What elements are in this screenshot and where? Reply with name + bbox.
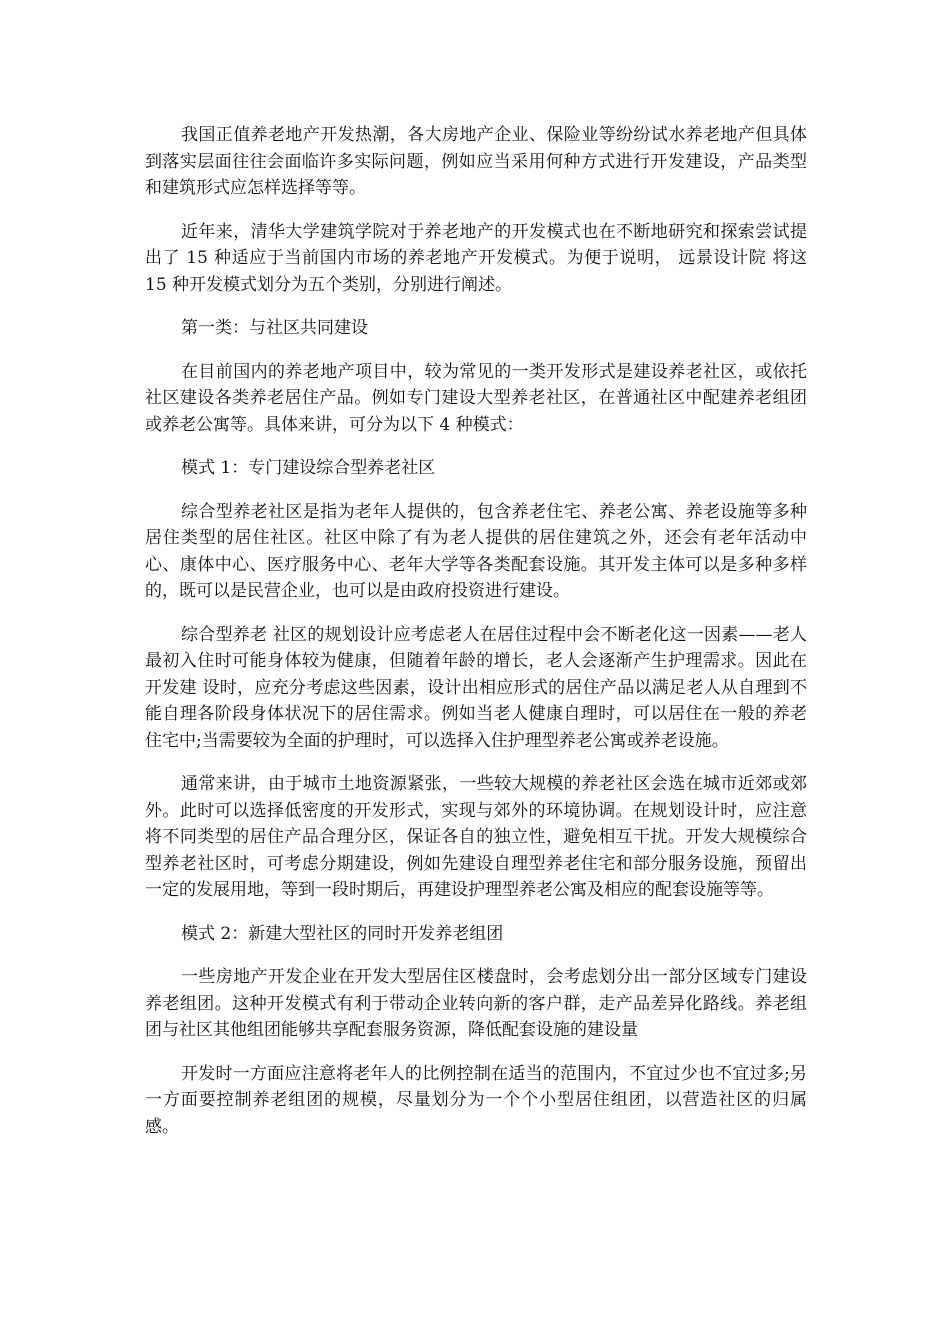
document-body <box>145 122 807 1157</box>
mode-2-intro-paragraph: 一些房地产开发企业在开发大型居住区楼盘时，会考虑划分出一部分区域专门建设养老组团。这种开发模式有利于带动企业转向新的客户群，走产品差异化路线。养老组团与社区其他组团能够共享配套服务资源，降低配套设施的建设量 <box>145 967 807 1040</box>
mode-1-planning-paragraph: 综合型养老 社区的规划设计应考虑老人在居住过程中会不断老化这一因素——老人最初入住时可能身体较为健康，但随着年龄的增长，老人会逐渐产生护理需求。因此在开发建 设时，应充分考虑这些因素，设计出相应形式的居住产品以满足老人从自理到不能自理各阶段身体状况下的居住需求。例如当老人健康自理时，可以居住在一般的养老住宅中;当需要较为全面的护理时，可以选择入住护理型养老公寓或养老设施。 <box>145 624 807 751</box>
mode-1-definition-paragraph: 综合型养老社区是指为老年人提供的，包含养老住宅、养老公寓、养老设施等多种居住类型的居住社区。社区中除了有为老人提供的居住建筑之外，还会有老年活动中 心、康体中心、医疗服务中心、老年大学等各类配套设施。其开发主体可以是多种多样的，既可以是民营企业，也可以是由政府投资进行建设。 <box>145 501 807 601</box>
research-paragraph: 近年来，清华大学建筑学院对于养老地产的开发模式也在不断地研究和探索尝试提出了 15 种适应于当前国内市场的养老地产开发模式。为便于说明， 远景设计院 将这 15 种开发模式划分为五个类别，分别进行阐述。 <box>145 221 807 295</box>
mode-1-location-paragraph: 通常来讲，由于城市土地资源紧张，一些较大规模的养老社区会选在城市近郊或郊外。此时可以选择低密度的开发形式，实现与郊外的环境协调。在规划设计时，应注意将不同类型的居住产品合理分区，保证各自的独立性，避免相互干扰。开发大规模综合型养老社区时，可考虑分期建设，例如先建设自理型养老住宅和部分服务设施，预留出一定的发展用地，等到一段时期后，再建设护理型养老公寓及相应的配套设施等等。 <box>145 774 807 900</box>
category-1-heading: 第一类：与社区共同建设 <box>181 318 368 338</box>
category-1-intro-paragraph: 在目前国内的养老地产项目中，较为常见的一类开发形式是建设养老社区，或依托社区建设各类养老居住产品。例如专门建设大型养老社区，在普通社区中配建养老组团或养老公寓等。具体来讲，可分为以下 4 种模式： <box>145 361 807 435</box>
mode-2-heading: 模式 2：新建大型社区的同时开发养老组团 <box>181 923 504 944</box>
mode-2-guidance-paragraph: 开发时一方面应注意将老年人的比例控制在适当的范围内，不宜过少也不宜过多;另一方面要控制养老组团的规模，尽量划分为一个个小型居住组团，以营造社区的归属感。 <box>145 1063 807 1137</box>
mode-1-heading: 模式 1：专门建设综合型养老社区 <box>181 458 436 478</box>
intro-paragraph: 我国正值养老地产开发热潮，各大房地产企业、保险业等纷纷试水养老地产但具体到落实层面往往会面临许多实际问题，例如应当采用何种方式进行开发建设，产品类型和建筑形式应怎样选择等等。 <box>145 125 807 198</box>
